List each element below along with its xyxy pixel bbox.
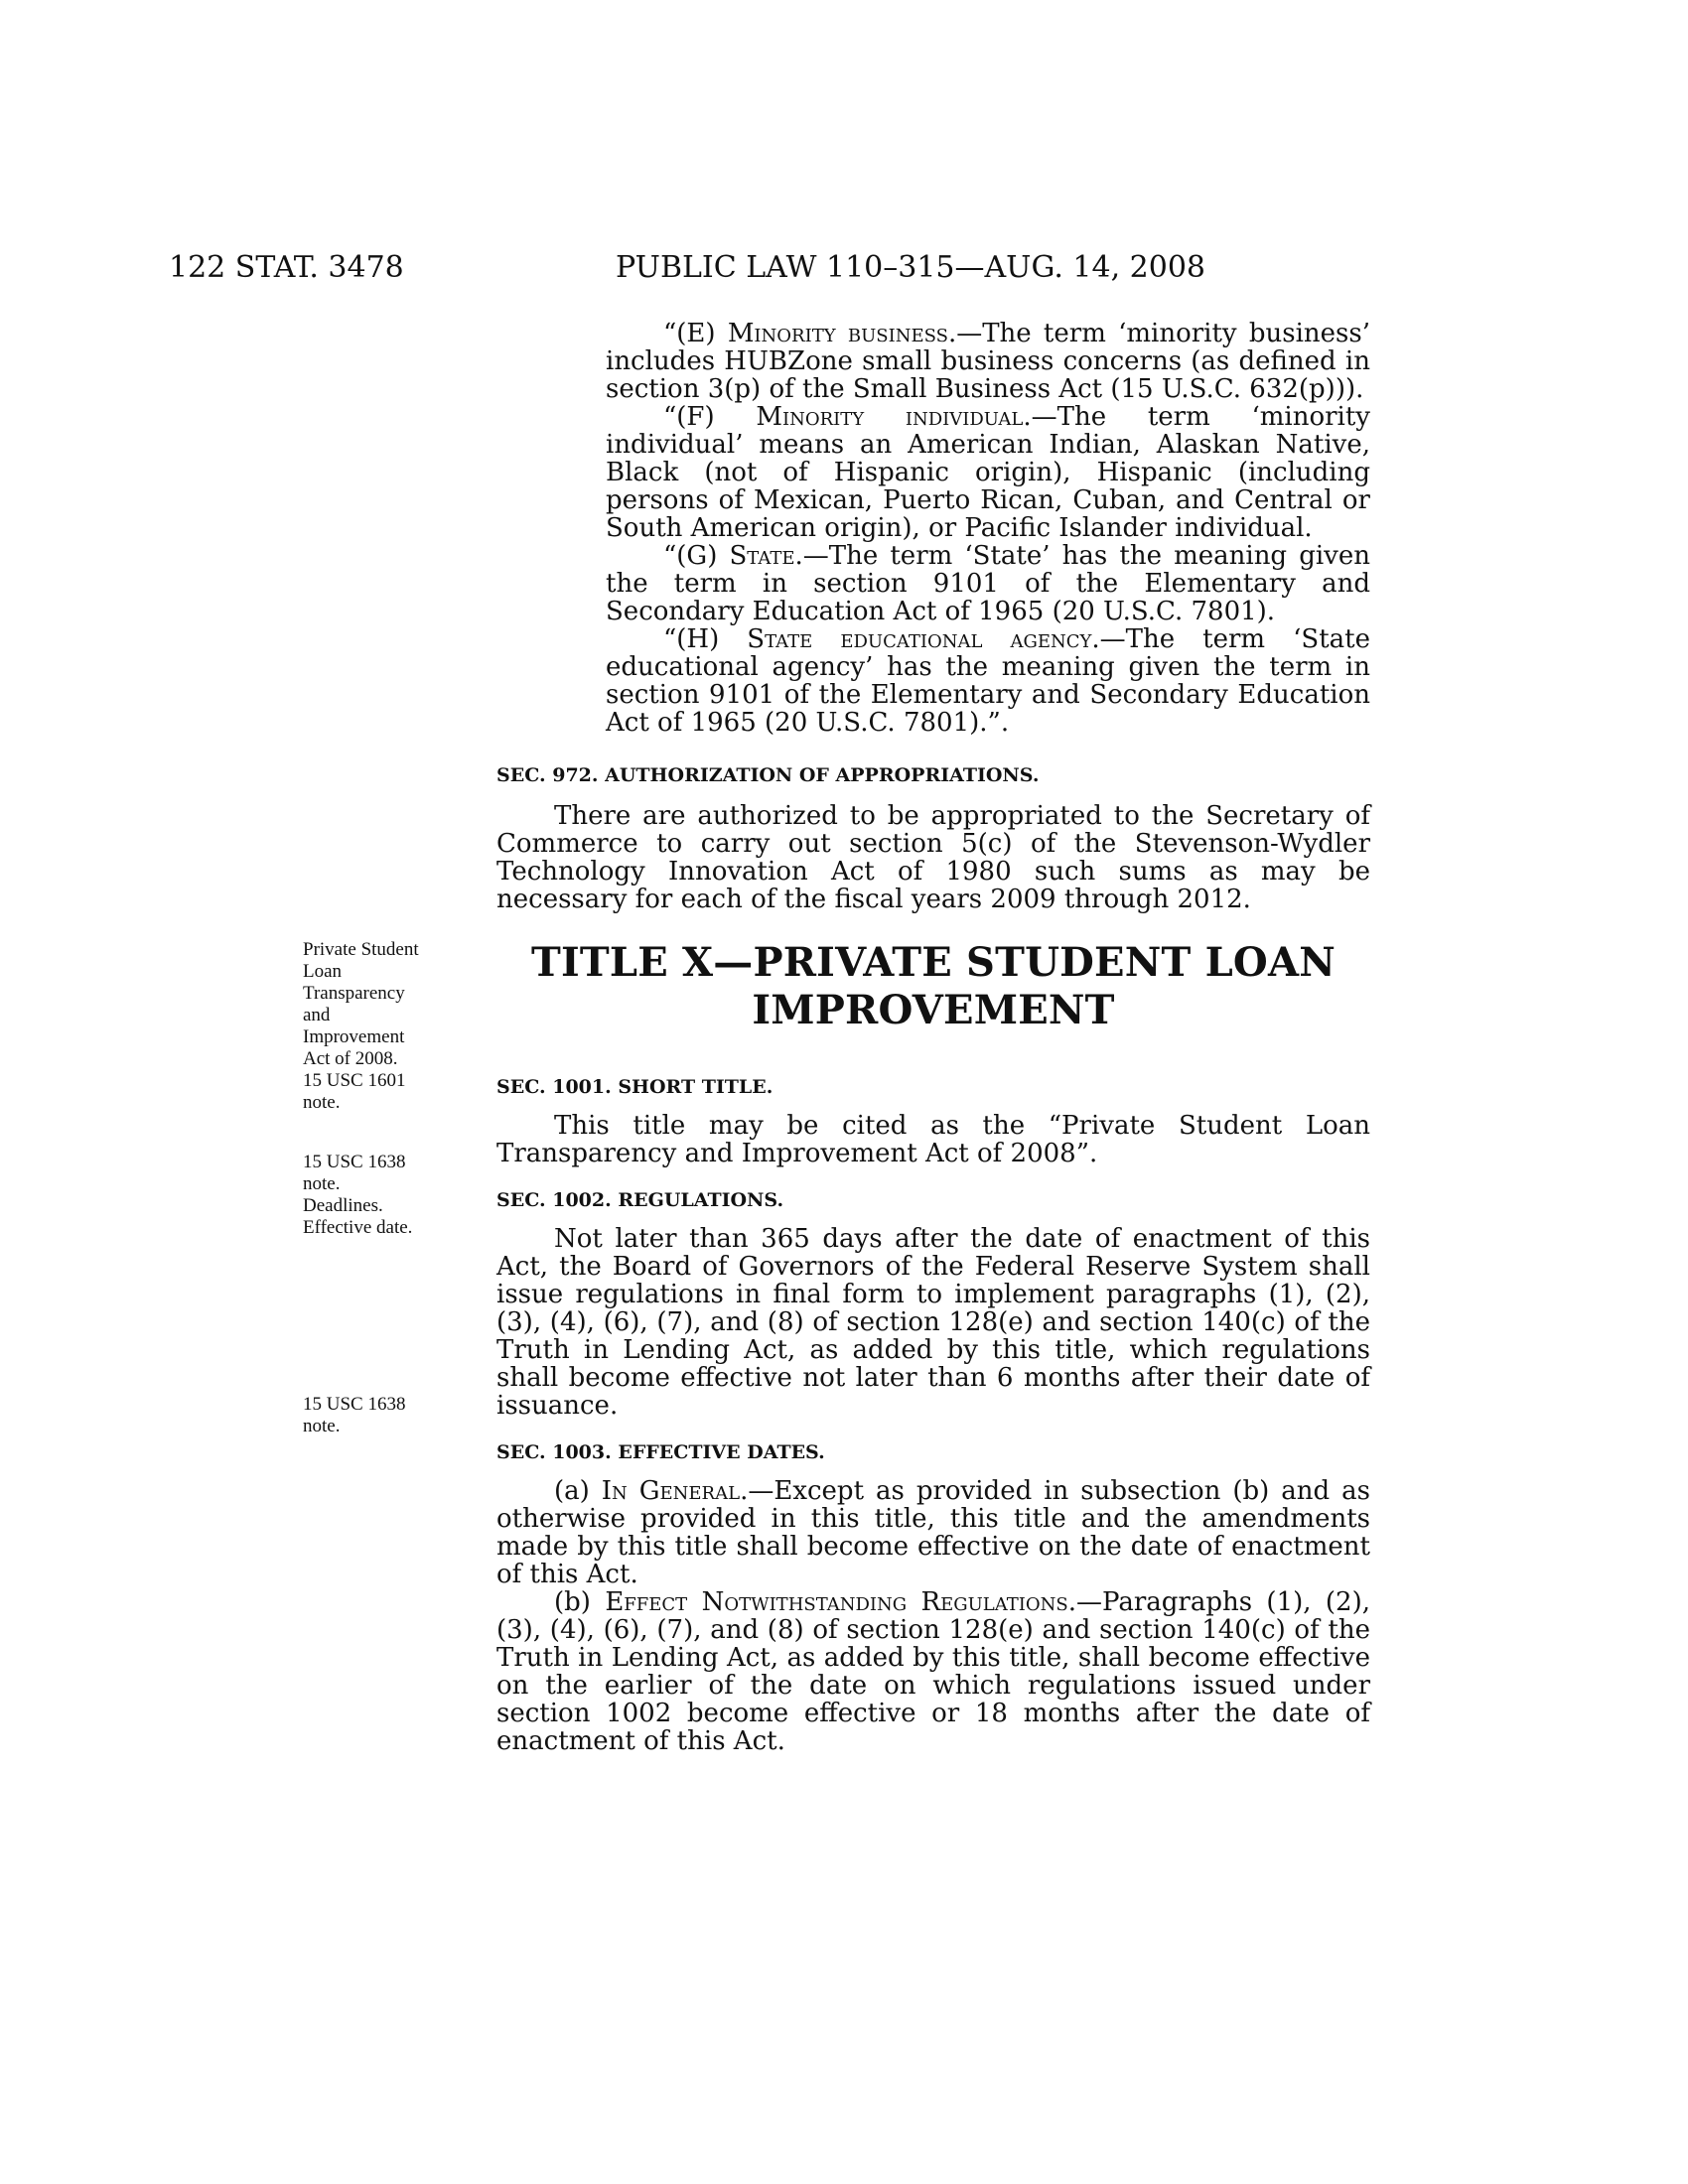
section-1001-text: This title may be cited as the “Private Student Loan Transparency and Improvement Act of 2008”.	[496, 1111, 1370, 1168]
margin-note-effective-dates: 15 USC 1638 note.	[303, 1394, 406, 1436]
public-law-citation: PUBLIC LAW 110–315—AUG. 14, 2008	[616, 250, 1206, 285]
page-header	[169, 248, 1370, 288]
section-1002-heading: SEC. 1002. REGULATIONS.	[496, 1189, 784, 1211]
margin-note-regulations: 15 USC 1638 note. Deadlines. Effective date.	[303, 1152, 413, 1238]
section-1001-heading: SEC. 1001. SHORT TITLE.	[496, 1076, 774, 1098]
title-x-heading: TITLE X—PRIVATE STUDENT LOAN IMPROVEMENT	[531, 939, 1336, 1033]
definition-f: “(F) Minority individual.—The term ‘minority individual’ means an American Indian, Alaskan Native, Black (not of Hispanic origin), Hispanic (including persons of Mexican, Puerto Rican, Cuban, and Central or South American origin), or Pacific Islander individual.	[606, 402, 1370, 543]
definitions-block	[606, 320, 1370, 737]
definition-e: “(E) Minority business.—The term ‘minority business’ includes HUBZone small business concerns (as defined in section 3(p) of the Small Business Act (15 U.S.C. 632(p))).	[606, 319, 1370, 404]
section-1002-text: Not later than 365 days after the date of enactment of this Act, the Board of Governors of the Federal Reserve System shall issue regulations in final form to implement paragraphs (1), (2), (3), (4), (6), (7), and (8) of section 128(e) and section 140(c) of the Truth in Lending Act, as added by this title, which regulations shall become effective not later than 6 months after their date of issuance.	[496, 1224, 1370, 1421]
definition-g: “(G) State.—The term ‘State’ has the meaning given the term in section 9101 of the Elementary and Secondary Education Act of 1965 (20 U.S.C. 7801).	[606, 541, 1370, 626]
main-text-column	[496, 320, 1370, 1755]
margin-note-short-title: Private Student Loan Transparency and Improvement Act of 2008. 15 USC 1601 note.	[303, 939, 419, 1113]
section-1003-heading: SEC. 1003. EFFECTIVE DATES.	[496, 1441, 825, 1463]
section-1003-subsection-a: (a) In General.—Except as provided in subsection (b) and as otherwise provided in this title, this title and the amendments made by this title shall become effective on the date of enactment of this Act.	[496, 1476, 1370, 1589]
section-972-heading: SEC. 972. AUTHORIZATION OF APPROPRIATIONS.	[496, 764, 1040, 786]
definition-h: “(H) State educational agency.—The term ‘State educational agency’ has the meaning given the term in section 9101 of the Elementary and Secondary Education Act of 1965 (20 U.S.C. 7801).”.	[606, 624, 1370, 738]
section-1003-subsection-b: (b) Effect Notwithstanding Regulations.—Paragraphs (1), (2), (3), (4), (6), (7), and (8) of section 128(e) and section 140(c) of the Truth in Lending Act, as added by this title, shall become effective on the earlier of the date on which regulations issued under section 1002 become effective or 18 months after the date of enactment of this Act.	[496, 1587, 1370, 1756]
section-972-text: There are authorized to be appropriated to the Secretary of Commerce to carry out section 5(c) of the Stevenson-Wydler Technology Innovation Act of 1980 such sums as may be necessary for each of the fiscal years 2009 through 2012.	[496, 801, 1370, 914]
stat-page-number: 122 STAT. 3478	[169, 250, 404, 285]
